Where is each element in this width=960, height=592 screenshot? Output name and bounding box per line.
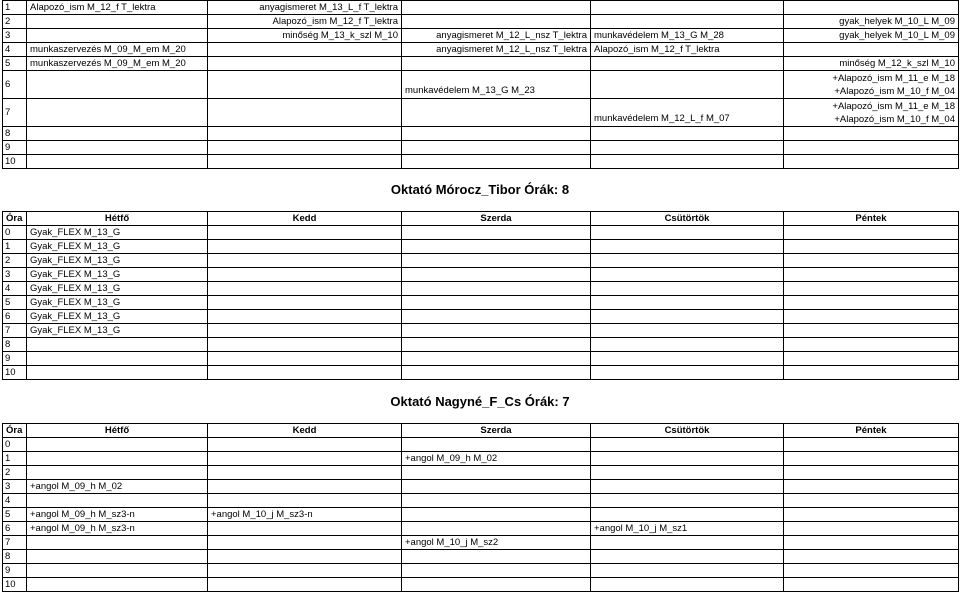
- table-cell: [208, 296, 402, 310]
- table-cell: [784, 494, 959, 508]
- table-row: [3, 268, 959, 282]
- table-cell: [402, 366, 591, 380]
- table-cell: [402, 550, 591, 564]
- table-cell: [402, 310, 591, 324]
- table-cell: [208, 324, 402, 338]
- table-cell: +angol M_09_h M_sz3-n: [27, 522, 208, 536]
- table-cell: [784, 226, 959, 240]
- table-cell: [591, 366, 784, 380]
- table-cell: [402, 141, 591, 155]
- row-number: 8: [3, 127, 27, 141]
- table-cell: [591, 226, 784, 240]
- table-cell: [208, 310, 402, 324]
- table-cell: [208, 240, 402, 254]
- column-header: Szerda: [402, 212, 591, 226]
- table-cell: gyak_helyek M_10_L M_09: [784, 15, 959, 29]
- table-cell: munkavédelem M_13_G M_23: [402, 71, 591, 99]
- table-cell: [591, 564, 784, 578]
- table-cell: [784, 155, 959, 169]
- row-number: 10: [3, 366, 27, 380]
- table-cell: [208, 57, 402, 71]
- table-row: [3, 494, 959, 508]
- table-cell: [208, 43, 402, 57]
- table-row: [3, 324, 959, 338]
- row-number: 2: [3, 466, 27, 480]
- table-cell: [27, 578, 208, 592]
- table-cell: [784, 522, 959, 536]
- table-cell: [208, 494, 402, 508]
- table-cell: [208, 71, 402, 99]
- table-cell: [208, 522, 402, 536]
- row-number: 9: [3, 352, 27, 366]
- column-header: Péntek: [784, 212, 959, 226]
- table-cell: gyak_helyek M_10_L M_09: [784, 29, 959, 43]
- table-cell: [402, 494, 591, 508]
- row-number: 9: [3, 141, 27, 155]
- table-cell: [208, 282, 402, 296]
- table-cell: [208, 578, 402, 592]
- table-cell: [208, 352, 402, 366]
- table-cell: [208, 155, 402, 169]
- table-cell: [784, 438, 959, 452]
- table-cell: [784, 466, 959, 480]
- table-cell: Alapozó_ism M_12_f T_lektra: [591, 43, 784, 57]
- row-number: 4: [3, 43, 27, 57]
- column-header: Kedd: [208, 424, 402, 438]
- table-cell: [402, 438, 591, 452]
- table-cell: [208, 438, 402, 452]
- schedule2-table: [2, 423, 959, 592]
- table-cell: [591, 310, 784, 324]
- table-cell: [784, 578, 959, 592]
- column-header: Csütörtök: [591, 212, 784, 226]
- table-cell: [402, 480, 591, 494]
- table-cell: [27, 466, 208, 480]
- cell-line: +Alapozó_ism M_10_f M_04: [834, 85, 955, 97]
- table-cell: +angol M_10_j M_sz1: [591, 522, 784, 536]
- column-header: Kedd: [208, 212, 402, 226]
- table-cell: [591, 155, 784, 169]
- table-cell: [402, 578, 591, 592]
- table-cell: [402, 254, 591, 268]
- table-cell: +angol M_09_h M_02: [27, 480, 208, 494]
- table-cell: [784, 536, 959, 550]
- table-cell: [591, 494, 784, 508]
- table-cell: Gyak_FLEX M_13_G: [27, 240, 208, 254]
- table-cell: [591, 141, 784, 155]
- table-cell: [591, 240, 784, 254]
- row-number: 8: [3, 550, 27, 564]
- table-row: [3, 438, 959, 452]
- table-cell: [591, 480, 784, 494]
- table-cell: [402, 466, 591, 480]
- table-cell: [784, 268, 959, 282]
- table-row: [3, 466, 959, 480]
- table-cell: munkavédelem M_12_L_f M_07: [591, 99, 784, 127]
- table-cell: [27, 127, 208, 141]
- table-cell: [784, 352, 959, 366]
- table-cell: [784, 240, 959, 254]
- table-cell: [27, 366, 208, 380]
- table-row: [3, 226, 959, 240]
- column-header: Hétfő: [27, 212, 208, 226]
- table-cell: [27, 352, 208, 366]
- table-cell: [27, 564, 208, 578]
- table-cell: [27, 536, 208, 550]
- table-cell: [402, 522, 591, 536]
- table-cell: [591, 550, 784, 564]
- table-cell: [402, 282, 591, 296]
- table-cell: [208, 141, 402, 155]
- table-cell: +angol M_10_j M_sz2: [402, 536, 591, 550]
- table-cell: +angol M_09_h M_sz3-n: [27, 508, 208, 522]
- table-cell: [402, 338, 591, 352]
- row-number: 2: [3, 15, 27, 29]
- table-cell: [784, 338, 959, 352]
- top-schedule-table: [2, 0, 959, 169]
- table-cell: [591, 268, 784, 282]
- table-row: [3, 564, 959, 578]
- table-cell: [591, 57, 784, 71]
- header-row: [3, 212, 959, 226]
- table-cell: [208, 480, 402, 494]
- table-cell: [208, 99, 402, 127]
- table-row: [3, 578, 959, 592]
- table-row: [3, 352, 959, 366]
- row-number: 6: [3, 522, 27, 536]
- table-cell: Gyak_FLEX M_13_G: [27, 254, 208, 268]
- header-row: [3, 424, 959, 438]
- table-row: [3, 127, 959, 141]
- table-row: [3, 29, 959, 43]
- table-cell: [591, 127, 784, 141]
- row-number: 6: [3, 71, 27, 99]
- row-number: 7: [3, 324, 27, 338]
- row-number: 1: [3, 452, 27, 466]
- table-cell: [208, 366, 402, 380]
- row-number: 3: [3, 29, 27, 43]
- table-row: [3, 282, 959, 296]
- column-header: Szerda: [402, 424, 591, 438]
- table-cell: [784, 508, 959, 522]
- table-cell: [208, 268, 402, 282]
- table-cell: [402, 99, 591, 127]
- table-cell: Gyak_FLEX M_13_G: [27, 268, 208, 282]
- table-row: [3, 366, 959, 380]
- table-cell: [27, 550, 208, 564]
- table-cell: [402, 564, 591, 578]
- table-row: [3, 254, 959, 268]
- table-cell: [208, 338, 402, 352]
- table-cell: [27, 15, 208, 29]
- schedule1-title: Oktató Mórocz_Tibor Órák: 8: [390, 182, 570, 197]
- table-cell: munkaszervezés M_09_M_em M_20: [27, 57, 208, 71]
- table-cell: [784, 550, 959, 564]
- table-cell: [208, 226, 402, 240]
- table-cell: [27, 452, 208, 466]
- row-number: 10: [3, 578, 27, 592]
- row-number: 10: [3, 155, 27, 169]
- table-cell: [402, 155, 591, 169]
- table-cell: [784, 452, 959, 466]
- row-number: 7: [3, 99, 27, 127]
- schedule2-title: Oktató Nagyné_F_Cs Órák: 7: [390, 394, 570, 409]
- table-row: [3, 240, 959, 254]
- table-cell: minőség M_12_k_szl M_10: [784, 57, 959, 71]
- cell-line: +Alapozó_ism M_11_e M_18: [832, 72, 955, 84]
- table-cell: [27, 494, 208, 508]
- table-cell: [784, 296, 959, 310]
- table-row: [3, 338, 959, 352]
- table-cell: +angol M_10_j M_sz3-n: [208, 508, 402, 522]
- table-row: [3, 522, 959, 536]
- row-number: 0: [3, 438, 27, 452]
- table-cell: [208, 536, 402, 550]
- table-cell: [784, 366, 959, 380]
- table-cell: [784, 254, 959, 268]
- table-cell: [402, 296, 591, 310]
- table-cell: [402, 57, 591, 71]
- row-number: 7: [3, 536, 27, 550]
- row-number: 3: [3, 268, 27, 282]
- table-cell: [591, 282, 784, 296]
- row-number: 2: [3, 254, 27, 268]
- table-cell: [591, 466, 784, 480]
- table-cell: [784, 71, 959, 99]
- table-cell: [208, 466, 402, 480]
- table-cell: [591, 1, 784, 15]
- cell-line: +Alapozó_ism M_10_f M_04: [834, 113, 955, 125]
- column-header: Hétfő: [27, 424, 208, 438]
- table-cell: [402, 15, 591, 29]
- table-cell: [591, 452, 784, 466]
- row-number: 5: [3, 296, 27, 310]
- table-cell: [784, 43, 959, 57]
- table-row: [3, 57, 959, 71]
- table-row: [3, 141, 959, 155]
- column-header: Óra: [3, 212, 27, 226]
- column-header: Óra: [3, 424, 27, 438]
- table-cell: [591, 352, 784, 366]
- table-cell: [591, 324, 784, 338]
- table-row: [3, 71, 959, 99]
- table-row: [3, 296, 959, 310]
- table-cell: munkavédelem M_13_G M_28: [591, 29, 784, 43]
- row-number: 3: [3, 480, 27, 494]
- row-number: 8: [3, 338, 27, 352]
- table-cell: [402, 508, 591, 522]
- row-number: 9: [3, 564, 27, 578]
- table-cell: [591, 71, 784, 99]
- table-cell: [208, 550, 402, 564]
- table-cell: [784, 141, 959, 155]
- table-row: [3, 452, 959, 466]
- table-cell: Gyak_FLEX M_13_G: [27, 282, 208, 296]
- table-cell: anyagismeret M_12_L_nsz T_lektra: [402, 43, 591, 57]
- table-cell: [208, 564, 402, 578]
- cell-line: +Alapozó_ism M_11_e M_18: [832, 100, 955, 112]
- table-cell: [27, 438, 208, 452]
- table-cell: minőség M_13_k_szl M_10: [208, 29, 402, 43]
- table-cell: anyagismeret M_13_L_f T_lektra: [208, 1, 402, 15]
- table-cell: [591, 296, 784, 310]
- table-cell: [784, 127, 959, 141]
- row-number: 4: [3, 494, 27, 508]
- table-cell: Alapozó_ism M_12_f T_lektra: [27, 1, 208, 15]
- table-cell: [591, 508, 784, 522]
- table-cell: [591, 338, 784, 352]
- table-cell: [208, 127, 402, 141]
- table-cell: [591, 536, 784, 550]
- table-cell: munkaszervezés M_09_M_em M_20: [27, 43, 208, 57]
- row-number: 4: [3, 282, 27, 296]
- table-row: [3, 508, 959, 522]
- table-row: [3, 536, 959, 550]
- table-cell: Gyak_FLEX M_13_G: [27, 226, 208, 240]
- table-cell: [27, 141, 208, 155]
- table-cell: Gyak_FLEX M_13_G: [27, 296, 208, 310]
- table-cell: [784, 310, 959, 324]
- table-cell: [402, 226, 591, 240]
- table-cell: [591, 15, 784, 29]
- table-cell: [208, 254, 402, 268]
- table-cell: [208, 452, 402, 466]
- table-row: [3, 155, 959, 169]
- table-cell: [591, 254, 784, 268]
- table-cell: [402, 1, 591, 15]
- table-row: [3, 310, 959, 324]
- table-cell: [27, 155, 208, 169]
- row-number: 5: [3, 508, 27, 522]
- table-cell: [784, 99, 959, 127]
- row-number: 6: [3, 310, 27, 324]
- table-cell: [27, 338, 208, 352]
- table-cell: Gyak_FLEX M_13_G: [27, 324, 208, 338]
- table-row: [3, 99, 959, 127]
- table-cell: [402, 268, 591, 282]
- table-row: [3, 15, 959, 29]
- column-header: Péntek: [784, 424, 959, 438]
- table-cell: +angol M_09_h M_02: [402, 452, 591, 466]
- table-cell: [27, 99, 208, 127]
- table-cell: [402, 324, 591, 338]
- table-row: [3, 1, 959, 15]
- table-cell: [591, 438, 784, 452]
- table-cell: [784, 564, 959, 578]
- table-cell: [27, 71, 208, 99]
- row-number: 1: [3, 240, 27, 254]
- table-cell: Gyak_FLEX M_13_G: [27, 310, 208, 324]
- table-cell: [402, 127, 591, 141]
- column-header: Csütörtök: [591, 424, 784, 438]
- table-cell: anyagismeret M_12_L_nsz T_lektra: [402, 29, 591, 43]
- table-cell: [402, 352, 591, 366]
- row-number: 0: [3, 226, 27, 240]
- table-cell: [402, 240, 591, 254]
- table-cell: [591, 578, 784, 592]
- table-row: [3, 43, 959, 57]
- table-cell: [784, 480, 959, 494]
- table-cell: [784, 324, 959, 338]
- table-cell: [784, 282, 959, 296]
- table-cell: Alapozó_ism M_12_f T_lektra: [208, 15, 402, 29]
- table-cell: [27, 29, 208, 43]
- schedule1-table: [2, 211, 959, 380]
- table-row: [3, 550, 959, 564]
- table-row: [3, 480, 959, 494]
- table-cell: [784, 1, 959, 15]
- row-number: 5: [3, 57, 27, 71]
- row-number: 1: [3, 1, 27, 15]
